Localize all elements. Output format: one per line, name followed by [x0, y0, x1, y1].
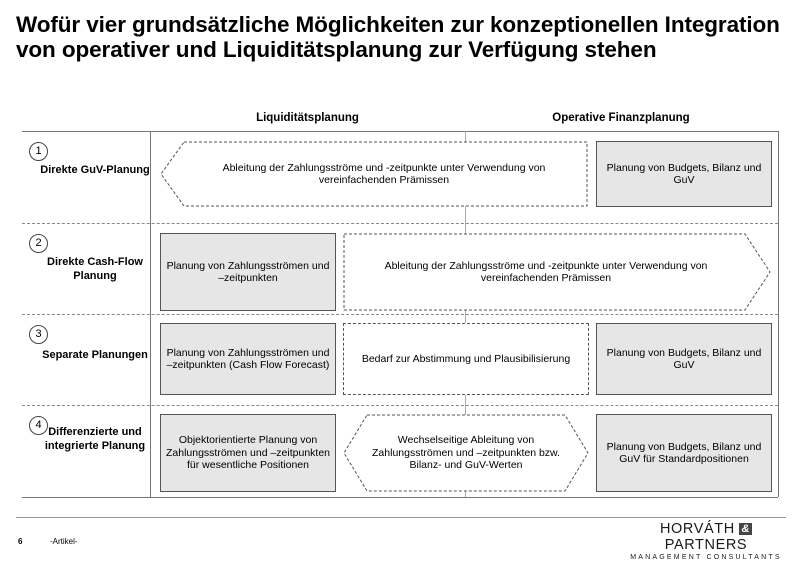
box-planung-zahlungsstroeme: Planung von Zahlungsströmen und –zeitpunkten: [160, 233, 336, 311]
column-header-operative-finanzplanung: Operative Finanzplanung: [552, 112, 690, 124]
table-right-border: [778, 131, 779, 497]
row-label-direkte-guv-planung: Direkte GuV-Planung: [40, 164, 150, 176]
arrow-text: Ableitung der Zahlungsströme und -zeitpunkte unter Verwendung von vereinfachenden Prämissen: [222, 161, 546, 186]
page-title: Wofür vier grundsätzliche Möglichkeiten zur konzeptionellen Integration von operativer und Liquiditätsplanung zur Verfügung stehen: [16, 12, 780, 62]
horvath-partners-logo: [626, 521, 786, 561]
logo-ampersand: &: [741, 523, 751, 535]
column-header-liquiditaetsplanung: Liquiditätsplanung: [256, 112, 359, 124]
box-planung-standardpositionen: Planung von Budgets, Bilanz und GuV für Standardpositionen: [596, 414, 772, 492]
arrow-text: Wechselseitige Ableitung von Zahlungsströmen und –zeitpunkten bzw. Bilanz- und GuV-Werten: [372, 434, 560, 472]
label-column-divider: [150, 131, 151, 497]
arrow-right-ableitung: [343, 233, 771, 311]
box-planung-budgets: Planung von Budgets, Bilanz und GuV: [596, 141, 772, 207]
row-number-badge: 3: [29, 325, 48, 344]
row-number-badge: 1: [29, 142, 48, 161]
page-number: 6: [18, 537, 23, 546]
arrow-left-ableitung: [160, 141, 588, 207]
logo-text-partners: PARTNERS: [664, 537, 748, 553]
arrow-text: Ableitung der Zahlungsströme und -zeitpunkte unter Verwendung von vereinfachenden Prämissen: [384, 259, 708, 284]
box-planung-budgets: Planung von Budgets, Bilanz und GuV: [596, 323, 772, 395]
footer-divider: [16, 517, 786, 518]
footer-article: -Artikel-: [50, 537, 78, 546]
row-number-badge: 4: [29, 416, 48, 435]
logo-subtitle: MANAGEMENT CONSULTANTS: [630, 554, 782, 561]
logo-text-horvath: HORVÁTH: [659, 521, 735, 537]
arrow-double-wechselseitige-ableitung: [343, 414, 589, 492]
table-bottom-line: [22, 497, 778, 498]
table-top-line: [22, 131, 778, 132]
box-objektorientierte-planung: Objektorientierte Planung von Zahlungsströmen und –zeitpunkten für wesentliche Positionen: [160, 414, 336, 492]
row-divider: [22, 314, 778, 315]
row-label-direkte-cash-flow-planung: Direkte Cash-Flow Planung: [47, 256, 143, 282]
box-abstimmung-plausibilisierung: Bedarf zur Abstimmung und Plausibilisierung: [343, 323, 589, 395]
box-planung-zahlungsstroeme-forecast: Planung von Zahlungsströmen und –zeitpunkten (Cash Flow Forecast): [160, 323, 336, 395]
row-number-badge: 2: [29, 234, 48, 253]
row-label-differenzierte-integrierte-planung: Differenzierte und integrierte Planung: [44, 426, 146, 452]
row-label-separate-planungen: Separate Planungen: [42, 349, 148, 361]
row-divider: [22, 223, 778, 224]
row-divider: [22, 405, 778, 406]
